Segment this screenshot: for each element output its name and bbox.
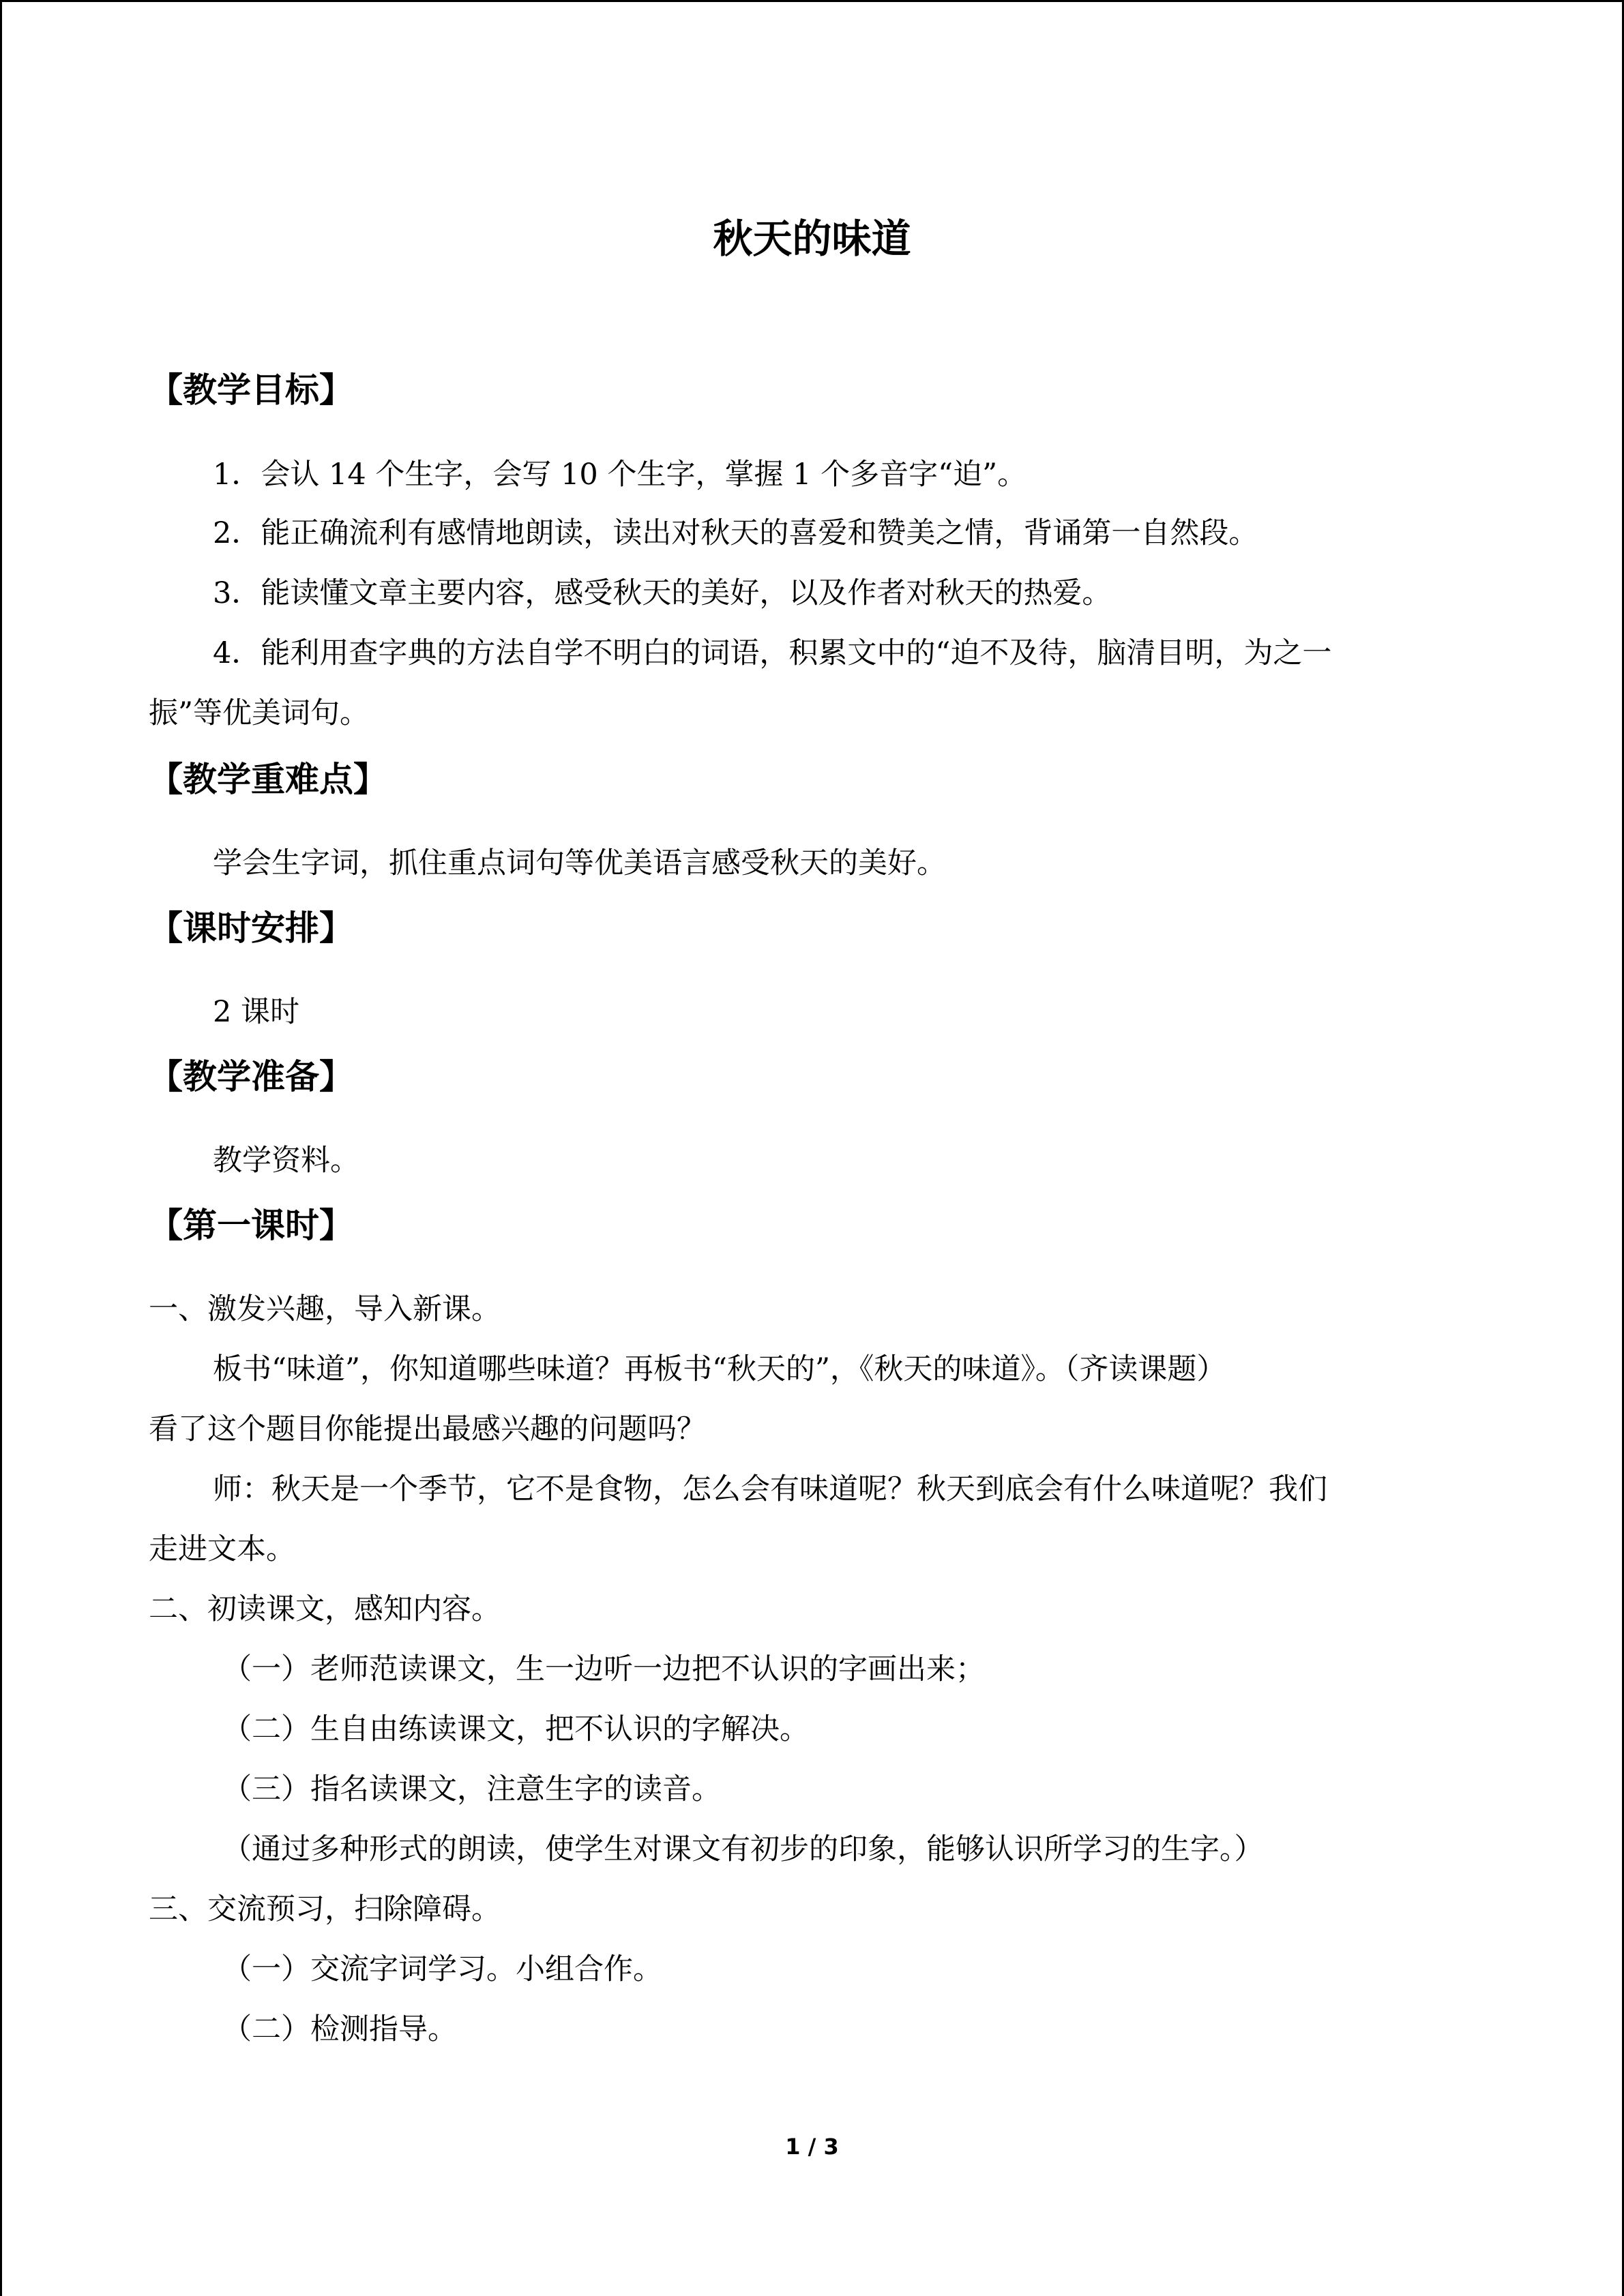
objective-item: 2．能正确流利有感情地朗读，读出对秋天的喜爱和赞美之情，背诵第一自然段。	[213, 516, 1258, 550]
lesson-one-heading: 【第一课时】	[149, 1206, 353, 1245]
lesson-line: （一）交流字词学习。小组合作。	[222, 1952, 662, 1986]
objective-item: 4．能利用查字典的方法自学不明白的词语，积累文中的“迫不及待，脑清目明，为之一	[213, 636, 1332, 670]
page-number: 1 / 3	[785, 2134, 839, 2160]
schedule-text: 2 课时	[213, 995, 300, 1029]
lesson-line: 走进文本。	[149, 1532, 295, 1566]
objective-item: 1．会认 14 个生字，会写 10 个生字，掌握 1 个多音字“迫”。	[213, 458, 1027, 492]
objectives-heading: 【教学目标】	[149, 370, 353, 410]
lesson-line: （二）检测指导。	[222, 2012, 457, 2046]
lesson-line: 一、激发兴趣，导入新课。	[149, 1292, 501, 1326]
lesson-line: 板书“味道”，你知道哪些味道？再板书“秋天的”，《秋天的味道》。（齐读课题）	[213, 1352, 1226, 1386]
preparation-heading: 【教学准备】	[149, 1057, 353, 1097]
key-points-heading: 【教学重难点】	[149, 760, 387, 799]
key-points-text: 学会生字词，抓住重点词句等优美语言感受秋天的美好。	[213, 846, 946, 880]
lesson-line: 师：秋天是一个季节，它不是食物，怎么会有味道呢？秋天到底会有什么味道呢？我们	[213, 1472, 1327, 1506]
lesson-line: 二、初读课文，感知内容。	[149, 1592, 501, 1626]
lesson-line: 三、交流预习，扫除障碍。	[149, 1892, 501, 1926]
lesson-line: （二）生自由练读课文，把不认识的字解决。	[222, 1712, 809, 1746]
lesson-line: 看了这个题目你能提出最感兴趣的问题吗？	[149, 1412, 706, 1446]
lesson-line: （三）指名读课文，注意生字的读音。	[222, 1772, 721, 1806]
preparation-text: 教学资料。	[213, 1144, 359, 1178]
lesson-line: （通过多种形式的朗读，使学生对课文有初步的印象，能够认识所学习的生字。）	[222, 1832, 1264, 1866]
document-title: 秋天的味道	[713, 215, 911, 262]
lesson-line: （一）老师范读课文，生一边听一边把不认识的字画出来；	[222, 1652, 985, 1686]
objective-item-continuation: 振”等优美词句。	[149, 696, 369, 730]
objective-item: 3．能读懂文章主要内容，感受秋天的美好，以及作者对秋天的热爱。	[213, 576, 1112, 610]
schedule-heading: 【课时安排】	[149, 908, 353, 948]
